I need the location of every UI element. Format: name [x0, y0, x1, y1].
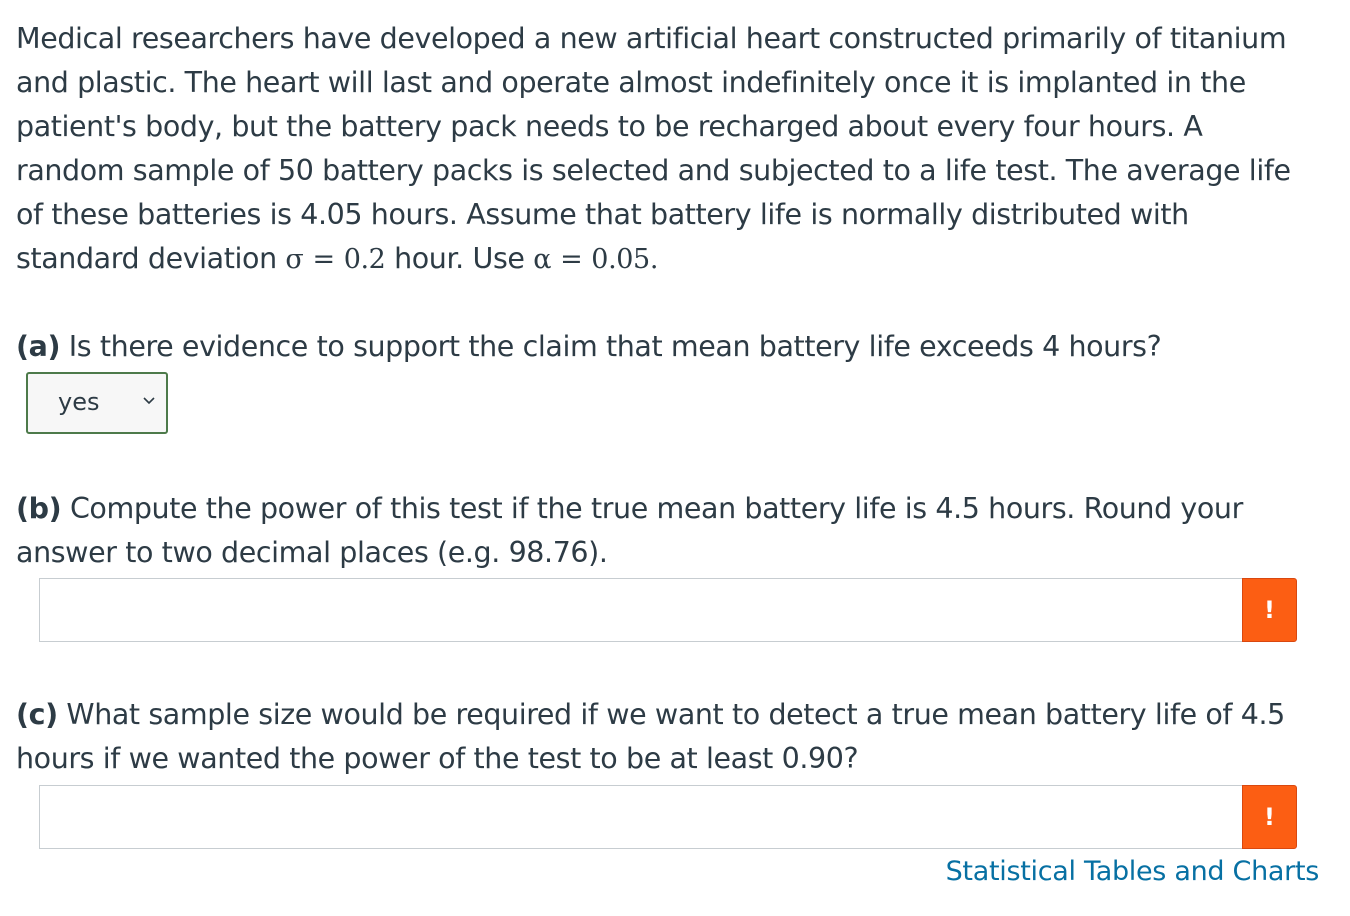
problem-statement	[16, 17, 1316, 282]
part-a-selected-value: yes	[58, 388, 100, 416]
sigma-symbol: σ	[285, 244, 304, 275]
part-c-question	[16, 693, 1316, 781]
part-c-answer-input[interactable]	[39, 785, 1242, 849]
equals-sign: =	[312, 244, 335, 275]
part-b-label: (b)	[16, 492, 62, 525]
part-a-text: Is there evidence to support the claim that mean battery life exceeds 4 hours?	[68, 330, 1162, 363]
exclamation-icon: !	[1264, 803, 1275, 831]
problem-text: Medical researchers have developed a new artificial heart constructed primarily of titanium and plastic. The heart will last and operate almost indefinitely once it is implanted in the patient's body, but the battery pack needs to be recharged about every four hours. A random sample of 50 battery packs is selected and subjected to a life test. The average life of these batteries is 4.05 hours. Assume that battery life is normally distributed with standard deviation	[16, 22, 1291, 275]
statistical-tables-link[interactable]: Statistical Tables and Charts	[945, 856, 1319, 887]
part-b-answer-input[interactable]	[39, 578, 1242, 642]
equals-sign-2: =	[560, 244, 583, 275]
part-a-label: (a)	[16, 330, 61, 363]
part-c-warning-button[interactable]	[1242, 785, 1297, 849]
part-b-text: Compute the power of this test if the true mean battery life is 4.5 hours. Round your answer to two decimal places (e.g. 98.76).	[16, 492, 1243, 569]
part-a-answer-select[interactable]	[26, 372, 168, 434]
exclamation-icon: !	[1264, 596, 1275, 624]
alpha-value: 0.05.	[591, 244, 658, 275]
part-c-text: What sample size would be required if we want to detect a true mean battery life of 4.5 hours if we wanted the power of the test to be at least 0.90?	[16, 698, 1285, 775]
part-c-label: (c)	[16, 698, 58, 731]
part-b-warning-button[interactable]	[1242, 578, 1297, 642]
part-b-question	[16, 487, 1316, 575]
sigma-value: 0.2	[343, 244, 386, 275]
problem-mid-text: hour. Use	[394, 242, 525, 275]
part-a-question	[16, 325, 1316, 369]
alpha-symbol: α	[533, 244, 552, 275]
chevron-down-icon	[142, 394, 156, 408]
